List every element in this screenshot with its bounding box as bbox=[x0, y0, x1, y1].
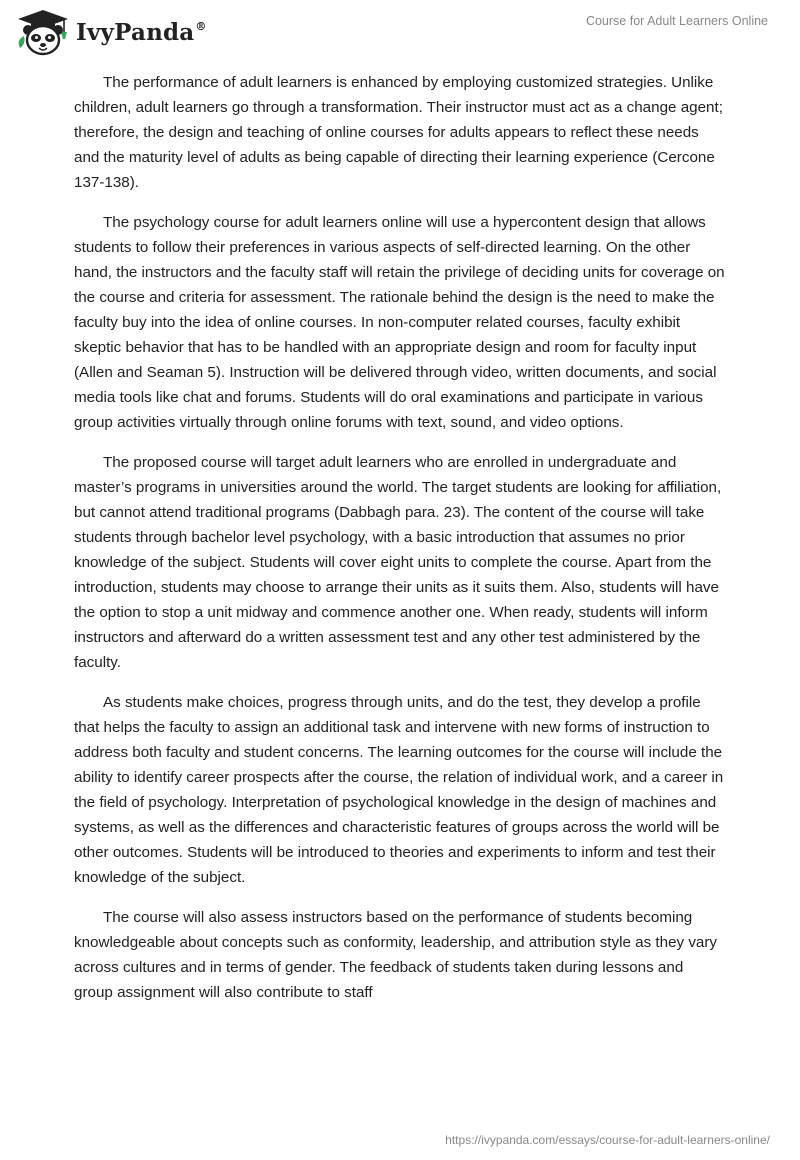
essay-body bbox=[74, 70, 726, 1020]
panda-graduate-icon bbox=[14, 8, 72, 56]
source-url[interactable]: https://ivypanda.com/essays/course-for-adult-learners-online/ bbox=[445, 1133, 770, 1147]
registered-mark: ® bbox=[195, 19, 207, 33]
page-header bbox=[0, 0, 800, 64]
paragraph: The psychology course for adult learners online will use a hypercontent design that allows students to follow their preferences in various aspects of self-directed learning. On the other hand, the instructors and the faculty staff will retain the privilege of deciding units for coverage on the course and criteria for assessment. The rationale behind the design is the need to make the faculty buy into the idea of online courses. In non-computer related courses, faculty exhibit skeptic behavior that has to be handled with an appropriate design and room for faculty input (Allen and Seaman 5). Instruction will be delivered through video, written documents, and social media tools like chat and forums. Students will do oral examinations and participate in various group activities virtually through online forums with text, sound, and video options. bbox=[74, 214, 725, 431]
paragraph: The proposed course will target adult learners who are enrolled in undergraduate and master’s programs in universities around the world. The target students are looking for affiliation, but cannot attend traditional programs (Dabbagh para. 23). The content of the course will take students through bachelor level psychology, with a basic introduction that assumes no prior knowledge of the subject. Students will cover eight units to complete the course. Apart from the introduction, students may choose to arrange their units as it suits them. Also, students will have the option to stop a unit midway and commence another one. When ready, students will inform instructors and afterward do a written assessment test and any other test administered by the faculty. bbox=[74, 454, 722, 671]
brand-logo[interactable] bbox=[14, 8, 244, 56]
brand-name: IvyPanda® bbox=[76, 18, 207, 46]
paragraph: The course will also assess instructors based on the performance of students becoming knowledgeable about concepts such as conformity, leadership, and attribution style as they vary across cultures and in terms of gender. The feedback of students taken during lessons and group assignment will also contribute to staff bbox=[74, 909, 718, 1001]
paragraph: The performance of adult learners is enhanced by employing customized strategies. Unlike children, adult learners go through a transformation. Their instructor must act as a change agent; therefore, the design and teaching of online courses for adults appears to reflect these needs and the maturity level of adults as being capable of directing their learning experience (Cercone 137-138). bbox=[74, 74, 723, 191]
document-title: Course for Adult Learners Online bbox=[585, 14, 768, 28]
paragraph: As students make choices, progress through units, and do the test, they develop a profile that helps the faculty to assign an additional task and intervene with new forms of instruction to address both faculty and student concerns. The learning outcomes for the course will include the ability to identify career prospects after the course, the relation of individual work, and a career in the field of psychology. Interpretation of psychological knowledge in the design of machines and systems, as well as the differences and characteristic features of groups across the world will be other outcomes. Students will be introduced to theories and experiments to inform and test their knowledge of the subject. bbox=[74, 694, 724, 886]
